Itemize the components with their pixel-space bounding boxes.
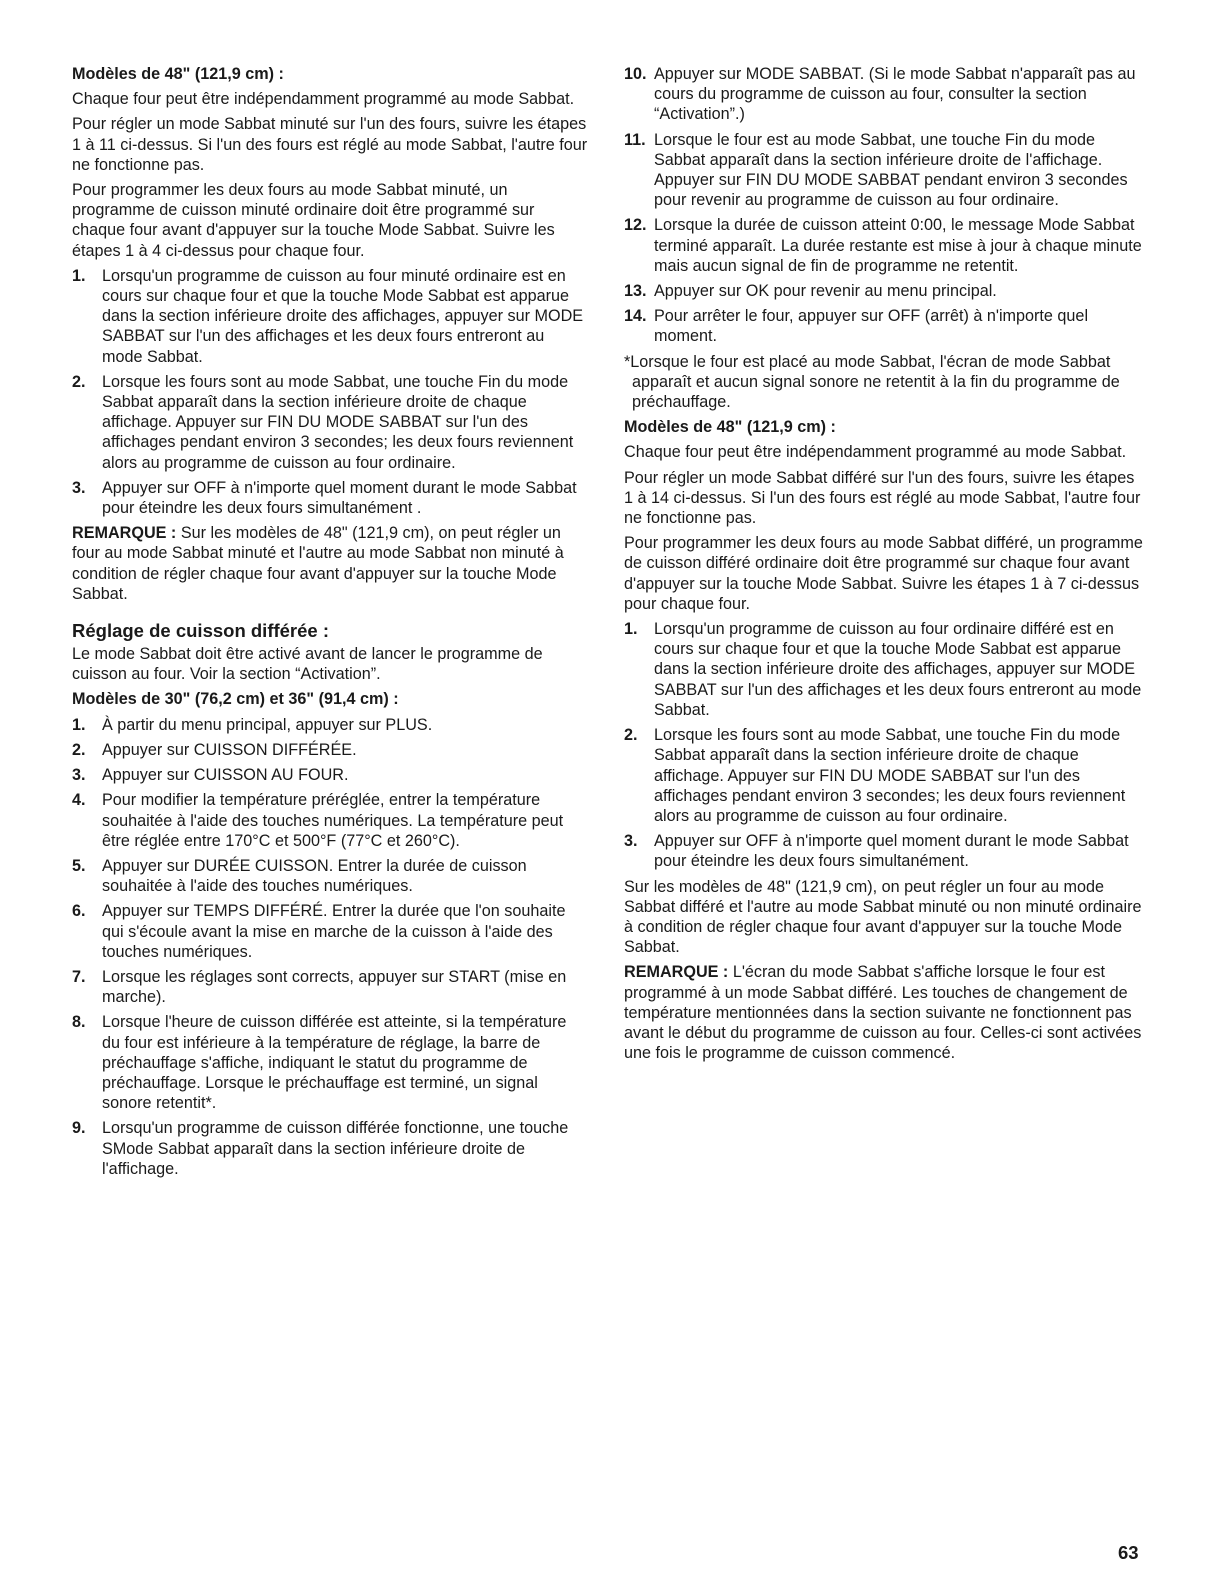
step-number: 9. — [72, 1119, 86, 1138]
step-number: 3. — [72, 766, 86, 785]
list-item — [72, 967, 588, 1007]
paragraph: Pour programmer les deux fours au mode Sabbat différé, un programme de cuisson différé ordinaire doit être programmé sur chaque four avant d'appuyer sur la touche Mode Sabbat. Suivre les étapes 1 à 7 ci-dessus pour chaque four. — [624, 534, 1143, 613]
step-number: 2. — [624, 726, 638, 745]
step-text: Lorsqu'un programme de cuisson différée fonctionne, une touche SMode Sabbat apparaît dans la section inférieure droite de l'affichage. — [102, 1119, 569, 1178]
step-text: À partir du menu principal, appuyer sur PLUS. — [102, 715, 433, 734]
list-item — [72, 765, 588, 785]
step-number: 8. — [72, 1013, 86, 1032]
step-text: Appuyer sur OFF à n'importe quel moment durant le mode Sabbat pour éteindre les deux fours simultanément. — [654, 832, 1129, 871]
step-text: Lorsque le four est au mode Sabbat, une touche Fin du mode Sabbat apparaît dans la section inférieure droite de l'affichage. Appuyer sur FIN DU MODE SABBAT pendant environ 3 secondes pour revenir au programme de cuisson au four ordinaire. — [654, 130, 1128, 210]
step-number: 3. — [624, 832, 638, 851]
step-number: 2. — [72, 740, 86, 759]
step-number: 10. — [624, 65, 647, 83]
remark-text: Sur les modèles de 48" (121,9 cm), on peut régler un four au mode Sabbat minuté et l'autre au mode Sabbat non minuté à condition de régler chaque four avant d'appuyer sur la touche Mode Sabbat. — [72, 524, 564, 603]
paragraph: Le mode Sabbat doit être activé avant de lancer le programme de cuisson au four. Voir la section “Activation”. — [72, 645, 543, 684]
list-item — [72, 372, 588, 473]
step-number: 1. — [72, 266, 86, 285]
list-item — [72, 1012, 588, 1113]
remark-text: L'écran du mode Sabbat s'affiche lorsque le four est programmé à un mode Sabbat différé. Les touches de changement de température mentionnées dans la section suivante ne fonctionnent pas avant le début du programme de cuisson au four. Celles-ci sont activées une fois le programme de cuisson commencé. — [624, 963, 1142, 1063]
list-item — [72, 715, 588, 735]
heading-30-36-models: Modèles de 30" (76,2 cm) et 36" (91,4 cm) : — [72, 690, 399, 709]
paragraph: Chaque four peut être indépendamment programmé au mode Sabbat. — [624, 443, 1127, 462]
step-number: 4. — [72, 791, 86, 810]
step-number: 5. — [72, 856, 86, 875]
step-number: 6. — [72, 902, 86, 921]
left-column — [72, 64, 588, 1184]
step-text: Pour arrêter le four, appuyer sur OFF (arrêt) à n'importe quel moment. — [654, 307, 1089, 346]
delayed-cook-steps-list — [72, 715, 588, 1179]
step-number: 2. — [72, 372, 86, 391]
list-item — [624, 306, 1144, 346]
list-item — [624, 130, 1144, 211]
step-text: Lorsque les réglages sont corrects, appuyer sur START (mise en marche). — [102, 967, 567, 1007]
step-number: 7. — [72, 967, 86, 986]
list-item — [624, 725, 1144, 826]
list-item — [72, 790, 588, 851]
heading-48-models: Modèles de 48" (121,9 cm) : — [72, 65, 284, 83]
delayed-cook-steps-list-continued — [624, 64, 1144, 347]
remark-label: REMARQUE : — [72, 524, 177, 543]
paragraph: Pour régler un mode Sabbat différé sur l'un des fours, suivre les étapes 1 à 14 ci-dessus. Si l'un des fours est réglé au mode Sabbat, l'autre four ne fonctionne pas. — [624, 468, 1141, 528]
step-number: 3. — [72, 478, 86, 497]
list-item — [624, 831, 1144, 871]
footnote: *Lorsque le four est placé au mode Sabbat, l'écran de mode Sabbat apparaît et aucun signal sonore ne retentit à la fin du programme de préchauffage. — [624, 352, 1120, 412]
right-column — [624, 64, 1144, 1068]
step-number: 12. — [624, 216, 647, 235]
list-item — [72, 740, 588, 760]
step-text: Appuyer sur DURÉE CUISSON. Entrer la durée de cuisson souhaitée à l'aide des touches numériques. — [102, 856, 527, 896]
step-text: Appuyer sur CUISSON AU FOUR. — [102, 766, 349, 785]
list-item — [624, 619, 1144, 720]
list-item — [72, 901, 588, 962]
step-text: Lorsque les fours sont au mode Sabbat, une touche Fin du mode Sabbat apparaît dans la section inférieure droite de chaque affichage. Appuyer sur FIN DU MODE SABBAT sur l'un des affichages pendant environ 3 secondes; les deux fours reviennent alors au programme de cuisson au four ordinaire. — [102, 372, 574, 472]
paragraph: Sur les modèles de 48" (121,9 cm), on peut régler un four au mode Sabbat différé et l'autre au mode Sabbat minuté ou non minuté ordinaire à condition de régler chaque four avant d'appuyer sur la touche Mode Sabbat. — [624, 877, 1142, 957]
step-number: 1. — [624, 620, 638, 639]
step-text: Lorsque les fours sont au mode Sabbat, une touche Fin du mode Sabbat apparaît dans la section inférieure droite de chaque affichage. Appuyer sur FIN DU MODE SABBAT sur l'un des affichages pendant environ 3 secondes; les deux fours reviennent alors au programme de cuisson au four ordinaire. — [654, 726, 1126, 825]
step-text: Appuyer sur MODE SABBAT. (Si le mode Sabbat n'apparaît pas au cours du programme de cuisson au four, consulter la section “Activation”.) — [654, 65, 1136, 124]
step-number: 11. — [624, 130, 646, 149]
page-number: 63 — [1118, 1542, 1139, 1563]
step-number: 1. — [72, 715, 86, 734]
step-text: Appuyer sur CUISSON DIFFÉRÉE. — [102, 740, 357, 759]
remark-paragraph — [72, 523, 588, 604]
remark-label: REMARQUE : — [624, 963, 729, 982]
step-text: Lorsque l'heure de cuisson différée est atteinte, si la température du four est inférieure à la température de réglage, la barre de préchauffage s'affiche, indiquant le statut du programme de préchauffage. Lorsque le préchauffage est terminé, un signal sonore retentit*. — [102, 1013, 567, 1113]
list-item — [624, 281, 1144, 301]
list-item — [72, 1118, 588, 1179]
remark-paragraph — [624, 962, 1144, 1063]
delayed-sabbath-steps-list — [624, 619, 1144, 871]
heading-48-models: Modèles de 48" (121,9 cm) : — [624, 418, 836, 437]
paragraph: Chaque four peut être indépendamment programmé au mode Sabbat. — [72, 90, 575, 109]
list-item — [72, 478, 588, 518]
step-text: Appuyer sur TEMPS DIFFÉRÉ. Entrer la durée que l'on souhaite qui s'écoule avant la mise en marche de la cuisson à l'aide des touches numériques. — [102, 902, 566, 961]
step-text: Lorsque la durée de cuisson atteint 0:00, le message Mode Sabbat terminé apparaît. La durée restante est mise à jour à chaque minute mais aucun signal de fin de programme ne retentit. — [654, 216, 1142, 275]
step-text: Appuyer sur OK pour revenir au menu principal. — [654, 282, 997, 301]
step-text: Pour modifier la température préréglée, entrer la température souhaitée à l'aide des touches numériques. La température peut être réglée entre 170°C et 500°F (77°C et 260°C). — [102, 791, 564, 850]
paragraph: Pour programmer les deux fours au mode Sabbat minuté, un programme de cuisson minuté ordinaire doit être programmé sur chaque four avant d'appuyer sur la touche Mode Sabbat. Suivre les étapes 1 à 4 ci-dessus pour chaque four. — [72, 181, 555, 260]
step-number: 14. — [624, 307, 647, 326]
list-item — [72, 856, 588, 896]
list-item — [624, 64, 1144, 125]
section-title-delayed-cook: Réglage de cuisson différée : — [72, 620, 330, 642]
list-item — [624, 215, 1144, 276]
timed-sabbath-steps-list — [72, 266, 588, 518]
step-text: Lorsqu'un programme de cuisson au four minuté ordinaire est en cours sur chaque four et que la touche Mode Sabbat est apparue dans la section inférieure droite des affichages, appuyer sur MODE SABBAT sur l'un des affichages et les deux fours entreront au mode Sabbat. — [102, 266, 584, 366]
step-text: Appuyer sur OFF à n'importe quel moment durant le mode Sabbat pour éteindre les deux fours simultanément . — [102, 478, 577, 518]
list-item — [72, 266, 588, 367]
paragraph: Pour régler un mode Sabbat minuté sur l'un des fours, suivre les étapes 1 à 11 ci-dessus. Si l'un des fours est réglé au mode Sabbat, l'autre four ne fonctionne pas. — [72, 115, 588, 174]
step-number: 13. — [624, 282, 647, 301]
step-text: Lorsqu'un programme de cuisson au four ordinaire différé est en cours sur chaque four et que la touche Mode Sabbat est apparue dans la section inférieure droite des affichages, appuyer sur MODE SABBAT sur l'un des affichages et les deux fours entreront au mode Sabbat. — [654, 620, 1142, 719]
